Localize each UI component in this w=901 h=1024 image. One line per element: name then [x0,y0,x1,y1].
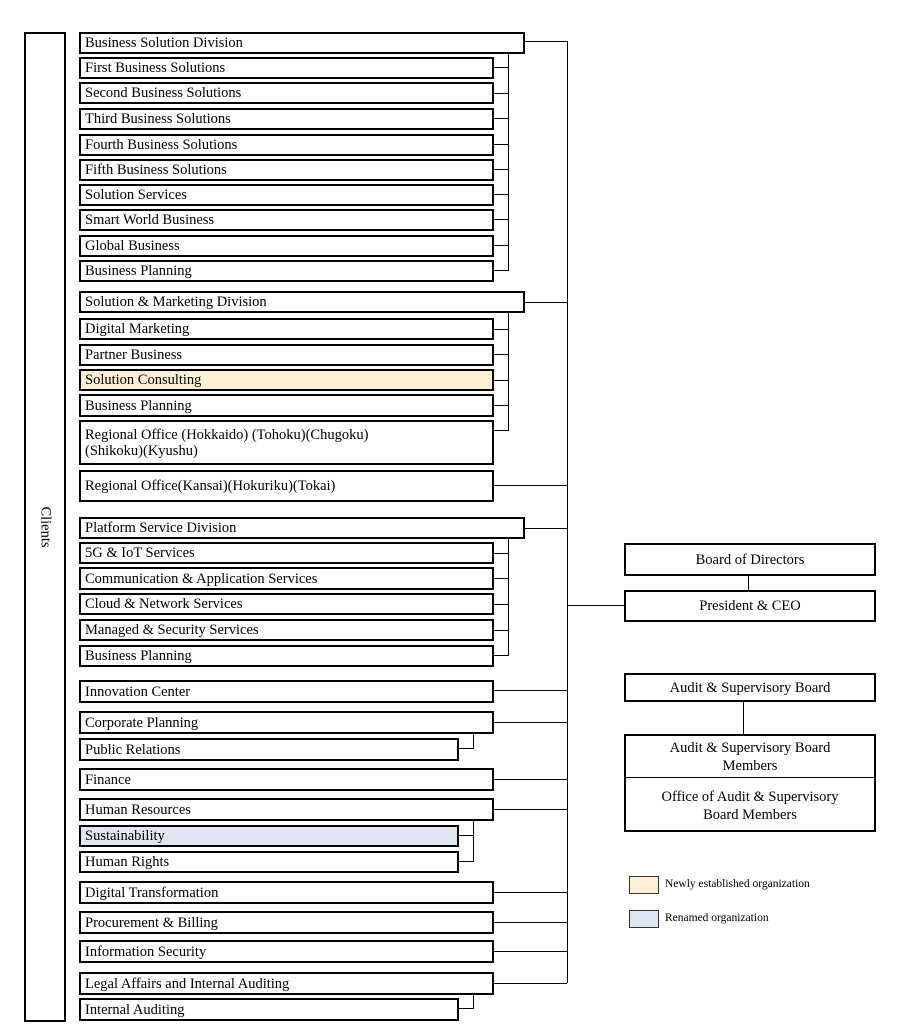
org-unit: Communication & Application Services [79,567,494,590]
finance: Finance [79,768,494,791]
bsd-sub-tick [492,169,508,170]
legend-new-label: Newly established organization [665,878,810,890]
ia-sub-spine [473,995,474,1009]
bsd-sub-spine [508,53,509,271]
digital-transformation: Digital Transformation [79,881,494,904]
legend-renamed-swatch [629,910,659,928]
sustainability-renamed: Sustainability [79,825,459,847]
audit-members-line1: Audit & Supervisory Board [669,740,831,756]
bsd-sub-tick [492,270,508,271]
bsd-sub-tick [492,219,508,220]
regional-2-trunk-line [492,485,567,486]
internal-auditing: Internal Auditing [79,998,459,1021]
procurement-trunk-line [492,922,567,923]
audit-supervisory-board: Audit & Supervisory Board [624,673,876,702]
audit-members-line [743,701,744,734]
smd-trunk-line [523,302,567,303]
solution-marketing-division: Solution & Marketing Division [79,291,525,313]
pr-sub-spine [473,733,474,749]
psd-sub-tick [492,604,508,605]
bsd-sub-tick [492,67,508,68]
org-unit: Solution Services [79,184,494,206]
ia-sub-tick [457,1008,474,1009]
regional-office-1 [79,420,494,465]
smd-sub-spine [508,313,509,431]
human-rights: Human Rights [79,851,459,873]
smd-sub-tick [492,354,508,355]
psd-sub-spine [508,539,509,656]
org-unit-new: Solution Consulting [79,369,494,391]
legend-renamed-label: Renamed organization [665,912,769,924]
innovation-trunk-line [492,690,567,691]
procurement-billing: Procurement & Billing [79,911,494,934]
main-trunk-line [567,41,568,983]
org-unit: First Business Solutions [79,57,494,79]
regional-office-1-line2: (Shikoku)(Kyushu) [85,442,198,459]
bsd-trunk-line [523,41,567,42]
org-unit: Fourth Business Solutions [79,134,494,156]
regional-office-2: Regional Office(Kansai)(Hokuriku)(Tokai) [79,470,494,502]
audit-members-line2: Members [722,758,778,774]
smd-sub-tick [492,430,508,431]
smd-sub-tick [492,329,508,330]
smd-sub-tick [492,405,508,406]
corp-planning-trunk-line [492,722,567,723]
psd-sub-tick [492,553,508,554]
legal-trunk-line [492,983,567,984]
org-unit: Business Planning [79,645,494,667]
hr-sub-tick [457,835,474,836]
psd-sub-tick [492,655,508,656]
legend-new-swatch [629,876,659,894]
bsd-sub-tick [492,194,508,195]
org-unit: Second Business Solutions [79,82,494,104]
psd-trunk-line [523,528,567,529]
infosec-trunk-line [492,951,567,952]
president-ceo: President & CEO [624,590,876,622]
innovation-center: Innovation Center [79,680,494,703]
board-president-line [748,575,749,591]
psd-sub-tick [492,578,508,579]
legal-affairs: Legal Affairs and Internal Auditing [79,972,494,995]
corporate-planning: Corporate Planning [79,711,494,734]
org-unit: Cloud & Network Services [79,593,494,615]
hr-trunk-line [492,809,567,810]
org-unit: Business Planning [79,260,494,282]
finance-trunk-line [492,779,567,780]
org-unit: Fifth Business Solutions [79,159,494,181]
platform-service-division: Platform Service Division [79,517,525,539]
information-security: Information Security [79,940,494,963]
clients-label: Clients [37,506,54,548]
bsd-sub-tick [492,245,508,246]
bsd-sub-tick [492,93,508,94]
audit-group-divider [626,777,874,778]
org-unit: Digital Marketing [79,318,494,340]
bsd-sub-tick [492,118,508,119]
org-unit: Third Business Solutions [79,108,494,130]
board-of-directors: Board of Directors [624,543,876,576]
office-audit-line2: Board Members [703,807,797,823]
bsd-sub-tick [492,144,508,145]
psd-sub-tick [492,630,508,631]
hr-sub-spine [473,821,474,862]
org-unit: Smart World Business [79,209,494,231]
smd-sub-tick [492,380,508,381]
clients-box [24,32,66,1022]
org-unit: Global Business [79,235,494,257]
org-unit: Business Planning [79,394,494,417]
human-resources: Human Resources [79,798,494,821]
business-solution-division: Business Solution Division [79,32,525,54]
org-unit: Managed & Security Services [79,619,494,641]
audit-members-group [624,734,876,832]
hr-sub-tick [457,861,474,862]
org-unit: Partner Business [79,344,494,366]
president-link-line [567,605,624,606]
public-relations: Public Relations [79,738,459,761]
org-unit: 5G & IoT Services [79,542,494,564]
office-audit-line1: Office of Audit & Supervisory [661,789,839,805]
dx-trunk-line [492,892,567,893]
regional-office-1-line1: Regional Office (Hokkaido) (Tohoku)(Chugoku) [85,426,369,443]
pr-sub-tick [457,748,474,749]
